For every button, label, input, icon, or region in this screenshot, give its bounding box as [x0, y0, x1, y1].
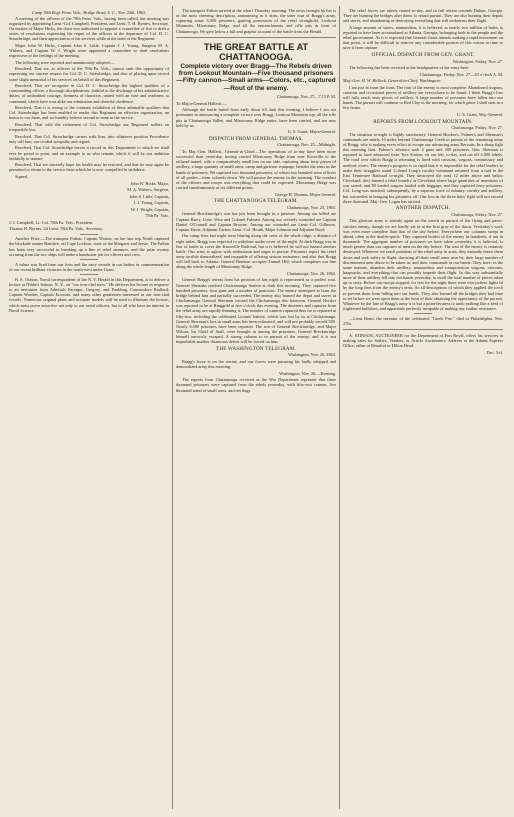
headline-deck: Complete victory over Bragg—The Rebels driven from Lookout Mountain—Five thousand prisoners—Fifty cannon—Small arms—Colors, etc., captured—Rout of the enemy.: [176, 62, 336, 92]
paragraph: The transport Fulton arrived at the wharf Thursday morning. The news brought by her is of the most cheering description, announcing as it does, the utter rout of Bragg's army, capturing some 5,000 prisoners, gaining possession of the rebel stronghold, Lookout Mountain, Missionary Ridge, and all the entrenchments and rifle pits in front of Chattanooga. We give below a full and graphic account of the battle from the Herald.: [176, 8, 336, 34]
paragraph: The rebel forces are utterly routed to-day, and in full retreat towards Dalton, Georgia. They are burning the bridges after them, to retard pursuit. They are also burning their depots and stores, and abandoning or destroying everything that will embarrass their flight.: [343, 8, 503, 24]
column-right: [343, 8, 503, 357]
paragraph: This glorious army is already again on the march in pursuit of the flying and panic-stricken enemy, though we are hardly yet in at the first gray of the dawn. Yesterday's work was even more complete than that of the day before. Everywhere our columns swept in ahead, often at the double-quick. They captured hordes of the enemy in hundreds, if not in thousands. The aggregate number of prisoners we have taken yesterday, it is believed, is much greater than our captures of men on the day before. The rout of the enemy is certainly destroyed. Wherever we reach positions of the rebel army in arms, they instantly throw them down and seek safety in flight, throwing all their small arms near by, their large number of discontented men desire to be taken in, and their commands in our hands. They have, in the same manner, abandon their artillery, ammunition and transportation wagons, caissons, knapsacks, and everything that can possibly impede their flight. In this way substantially more of their artillery fell into our hands yesterday, to swell the total number of pieces taken up to sixty. Before our troops stopped, for rest for the night there were everywhere lights lit by the long fires from the enemy's tents. So all descriptions of which they applied the torch to prevent them from falling into our hands. They also burned all the bridges they had time to set before we were upon them at the hour of their obtaining the opportunity of the pursuit. Whatever be the fate of Bragg's army it is but a point-lessness to undo nothing like a herd of frightened buffaloes, and apparently perfectly incapable of making any further resistance.: [343, 218, 503, 312]
secretary-signature: Thomas H. Byrnes, 2d Lieut. 78th Pa. Vols., Secretary.: [9, 226, 103, 232]
dateline: Chattanooga, Friday, Nov. 27—10 o'clock A. M.: [419, 71, 503, 77]
dateline: Washington, Friday, Nov. 27.: [452, 58, 503, 64]
dateline: Chattanooga, Nov. 27—7.15 P. M.: [276, 94, 336, 100]
column-middle: [176, 8, 336, 394]
dateline: Chattanooga, Friday, Nov. 27.: [451, 211, 503, 217]
paragraph: Major John W. Hicks, Captain John S. Little, Captain J. J. Young, Surgeon M. A. Withers, and Captain W. J. Wright were appointed a committee to draft resolutions expressive of the feelings of the meeting.: [9, 42, 169, 59]
subhead: OFFICIAL DISPATCH FROM GEN. GRANT.: [371, 52, 475, 59]
dateline: Chattanooga, Nov. 25—Midnight.: [277, 142, 336, 148]
salutation: Maj.-Gen. H. W. Halleck, General-in-Chief, Washington:: [343, 78, 442, 84]
dateline: Chattanooga, Nov. 26, 1863.: [286, 270, 336, 276]
salutation: To Major-General Halleck:—: [176, 100, 227, 106]
resolution: Resolved, That we sincerely hope his health may be restored, and that he may again be permitted to return to the service from which he is now compelled to withdraw.: [9, 162, 169, 173]
paragraph: Another Prize.—The transport Fulton, Captain Wotton, on her last trip North captured the blockade runner Banshee, off Cape Lookout, mate of the Margaret and Jessie. The Fulton has been very successful in breaking up a line of rebel steamers, and the prize money accruing from the two ships will make a handsome job for officers and crew.: [9, 236, 170, 257]
signer: John W. Hicks, Major,: [130, 180, 169, 186]
advert-tag: Dec. 3-tf.: [486, 350, 503, 356]
subhead: THE WASHINGTON TELEGRAM.: [216, 345, 296, 352]
subhead: ANOTHER DISPATCH.: [395, 205, 451, 212]
paragraph: The reports from Chattanooga received at the War Department represent that three thousand prisoners were captured from the rebels yesterday, with fifty-two cannon, five thousand stand of small arms, and ten flags.: [176, 377, 336, 393]
subhead: DISPATCH FROM GENERAL THOMAS.: [208, 135, 304, 142]
signer: M. A. Withers, Surgeon,: [127, 187, 169, 193]
paragraph: To Maj.-Gen. Halleck, General-in-Chief:—The operations of to-day have been more successful than yesterday, having carried Missionary Ridge from near Rossville to the railroad tunnel, with a comparatively small loss on our side, capturing about forty pieces of artillery, a large quantity of small arms, camp and garrison equipage, besides the arms in the hands of prisoners. We captured two thousand prisoners, of whom two hundred were officers of all grades—from colonels down. We will pursue the enemy in the morning. The conduct of the officers and troops was everything that could be expected. Missionary Ridge was carried simultaneously at six different points.: [176, 149, 336, 191]
column-rule: [339, 6, 340, 809]
signer: J. J. Young, Captain,: [133, 200, 169, 206]
meeting-dateline: Camp 78th Regt. Penn. Vols., Bridge Head, S. C., Nov. 24th, 1863.: [31, 10, 147, 15]
signature: George H. Thomas, Major General.: [274, 191, 336, 197]
paragraph: A large amount of stores, ammunition, it is believed, to nearly two million of bales, is reported to have been accumulated at Atlanta, Georgia, belonging both to the people and the rebel government. As it is expected that General Grant intends making a rapid movement on that point, it will be difficult to remove any considerable portion of this cotton in time to save it from capture.: [343, 24, 503, 51]
divider: [176, 37, 336, 38]
resolution: Resolved, That Col. Strawbridge carries with him, into whatever position Providence may call him, our cordial sympathy and regard.: [9, 133, 169, 144]
signature: U. S. Grant, Maj.-General.: [457, 112, 503, 117]
resolution: Resolved, That with the retirement of Col. Strawbridge our Regiment suffers an irreparable loss.: [9, 122, 169, 133]
signer: John S. Little, Captain,: [129, 193, 169, 199]
divider: [80, 234, 98, 235]
president-signature: J. J. Campbell, Lt.-Col. 78th Pa. Vols., President.: [9, 219, 94, 225]
subhead: THE CHATTANOOGA TELEGRAM.: [213, 198, 299, 205]
signer: W. J. Wright, Captain,: [130, 206, 169, 212]
divider: [343, 329, 503, 330]
resolution: Resolved, That we recognize in Col. D. C. Strawbridge the highest qualities of a commanding officer, a thorough disciplinarian, faithful in the discharge of his administrative duties, of undoubted courage, firmness of character, united with an ease and readiness to command, which have won alike our admiration and cheerful obedience.: [9, 83, 169, 104]
dateline: Washington, Nov. 26,—Evening.: [279, 370, 336, 376]
paragraph: The following has been received at the headquarters of the army here:: [349, 65, 470, 71]
divider: [80, 274, 98, 275]
signature: U. S. Grant, Major-General.: [287, 129, 336, 135]
paragraph: Our camp fires last night were blazing along the crest of the whole ridge, a distance of eight miles. Bragg was expected to withdraw under cover of the night. At dark Bragg was in line of battle to cover the Knoxville Railroad, but it is believed he will not hazard another battle. Our army is aglow with enthusiasm and eager to pursue. Prisoners report the rebel army terribly demoralized, and incapable of offering serious resistance, and also that Bragg will fall back to Atlanta. General Branson occupies Tunnel Hill, which completes our line along the whole length of Missionary Ridge.: [176, 233, 336, 270]
column-rule: [172, 6, 173, 809]
headline: THE GREAT BATTLE AT CHATTANOOGA.: [203, 41, 309, 62]
subhead: REPORTS FROM LOOKOUT MOUNTAIN.: [373, 118, 473, 125]
paragraph: A salute was fired from our forts and the navy vessels in our harbor in commemoration of our recent brilliant victories in the south-west under Grant.: [9, 261, 169, 272]
column-left: [9, 8, 169, 314]
paragraph: The following were reported and unanimously adopted:—: [15, 59, 115, 65]
advertisement: A. STINSON, AUCTIONEER for the Department of Port Royal, offers his services in making sales for Sutlers, Vendors, or Article Auctioneers. Address at the Adams Express Office, either at Beaufort or Hilton Head.: [343, 333, 503, 349]
dateline: Washington, Nov. 26, 1863.: [288, 352, 336, 358]
paragraph: General Breckinridge's son has just been brought in a prisoner. Among our killed are Captain Barry, Lieut. Wise and Colonel Fulman. Among our severely wounded are Captain Daniel O'Connell and Captain Browne. Among our wounded are Lieut.-Col. Gillmore, Captain Davis, Adjutant Tucker, Lieut.-Col. Houth, Major Johnson and Adjutant Boyd.: [176, 211, 336, 232]
resolution: Resolved, That we, as officers of the 78th Pa. Vols., cannot omit this opportunity of expressing our sincere respect for Col. D. C. Strawbridge, and also of placing upon record some slight memorial of his services on behalf of this Regiment.: [9, 66, 169, 82]
paragraph: I am just in from the front. The rout of the enemy is most complete. Abandoned wagons, caissons and occasional pieces of artillery are everywhere to be found. I think Bragg's loss will fully reach sixty pieces of artillery. A large number of prisoners have fallen into our hands. The pursuit will continue to Red Clay in the morning, for which place I shall start in a few hours.: [343, 84, 503, 111]
paragraph: Bragg's force is on the retreat, and our forces were pursuing his badly whipped and demoralized army this morning.: [176, 358, 336, 370]
signed-label: Signed,: [15, 173, 29, 179]
paragraph: General Bragg's retreat from his position of last night is represented as a perfect rout. General Sheridan reached Chickamauga Station at dusk this morning. They captured five hundred prisoners, four guns and a number of pontoons. The enemy attempted to burn the bridge behind him and partially succeeded. The enemy also burned the depot and stores at Chickamauga. General Sherman crossed the Chickamauga this forenoon. General Hooker was reported to be at Ringgold at five o'clock this evening. The deserters and captures from the rebel army are rapidly thinning it. The number of cannon captured thus far is reported at fifty-two, including the celebrated Loomis' battery, which was lost by us at Chickamauga. General Sherman's loss in small arms has been estimated, and will not probably exceed 500. Nearly 6,000 prisoners have been reported. The son of General Breckinridge, and Major Wilson, his Chief of Staff, were brought in among the prisoners. General Breckinridge himself narrowly escaped. A strong column is in pursuit of the enemy, and it is not improbable another disastrous defeat will be forced on him.: [176, 277, 336, 345]
divider: [80, 259, 98, 260]
paragraph: Although the battle lasted from early dawn till dark this evening, I believe I am not premature in announcing a complete victory over Bragg. Lookout Mountain top, all the rifle pits in Chattanooga Valley, and Missionary Ridge entire, have been carried, and are now held by us.: [176, 107, 336, 128]
resolution: Resolved, That it is owing to the constant exhibition of these admirable qualities that Col. Strawbridge has been enabled to render this Regiment an effective organization, an honor to our State, and we humbly believe second to none in the service.: [9, 105, 169, 121]
divider: [414, 313, 432, 314]
dateline: Chattanooga, Friday, Nov. 27.: [451, 125, 503, 131]
dateline: Chattanooga, Nov. 25, 1863.: [286, 204, 336, 210]
paragraph: —Lieut Brant, the inventor of the celebrated "Greek Fire," died at Philadelphia, Nov. 27th.: [343, 316, 503, 327]
resolution: Resolved, That Col. Strawbridge leaves a record in this Department to which we shall ever be proud to point, and an example to us who remain, which it will be our ambition faithfully to imitate.: [9, 145, 169, 161]
paragraph: A meeting of the officers of the 78th Penn. Vols., having been called, the meeting was organized by appointing Lieut.-Col. Campbell, President, and Lieut. T. H. Byrnes, Secretary. On motion of Major Hicks, the chair was authorized to appoint a committee of five to draft a series of resolutions expressing the regret of the officers at the departure of Col. D. C. Strawbridge, and their appreciation of his services while at the head of the Regiment.: [9, 15, 169, 42]
paragraph: The situation to-night is highly satisfactory. General Hooker's, Palmer's and Sherman's commands are nearly 10 miles beyond Chattanooga Creek in pursuit of the remaining army of Bragg, who is making every effort to escape our advancing army Recruits. In a sharp fight this morning Gen. Palmer's advance took 4 guns and 200 prisoners. Gen. Sherman is reported to have advanced from Tyre Station, on our left, to-day, and cut off 2,000 rebels. The road over which Bragg is retreating is lined with caissons, wagons, commissary and medical stores. The enemy's progress is so rapid that it is impossible for the rebel leaders to make their stragglers stand. Colonel Long's cavalry command returned from a raid to the East Tennessee Railroad to-night. They destroyed the road 12 miles above and below Cleveland; they burned a rebel foundry at Cleveland where large quantities of munitions of war stored, and 80 loaded wagons loaded with baggage, and they captured forty prisoners. Col. Long was attacked, subsequently, by a superior force of infantry, cavalry and artillery, but succeeded in bringing his prisoners off. Our loss in the three days' fight will not exceed three thousand. Maj.-Gen. Logan has arrived.: [343, 131, 503, 204]
paragraph: B. S. Osborn, Naval correspondent of the N. Y. Herald in this Department, is to deliver a lecture at Nibbe's Saloon, N. Y., on "our iron-clad navy." He delivers his lecture in response to an invitation from Admirals Farragut, Gregory, and Paulding, Commodore Radford, Captain Worden, Captain Ericsson, and many other gentlemen interested in our iron-clad vessels. Numerous original plans and accurate models will be used to illustrate the lecture, which must prove attractive not only to our naval officers, but to all who have an interest in Naval Science.: [9, 276, 169, 313]
regiment-line: 78th Pa. Vols.: [145, 213, 169, 219]
